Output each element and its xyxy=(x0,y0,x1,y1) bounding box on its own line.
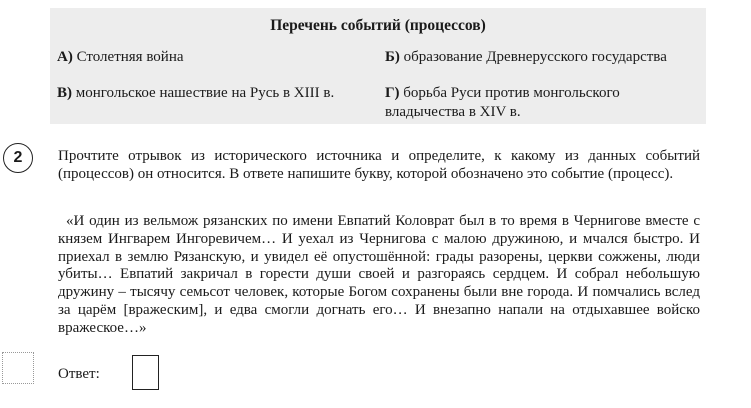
answer-input-box[interactable] xyxy=(132,355,159,390)
event-letter: Г) xyxy=(385,85,400,101)
event-letter: А) xyxy=(57,49,73,65)
events-list-box xyxy=(50,8,706,124)
event-item-v xyxy=(57,84,334,103)
events-list-title: Перечень событий (процессов) xyxy=(270,17,486,34)
event-letter: В) xyxy=(57,85,72,101)
source-quote: «И один из вельмож рязанских по имени Евпатий Коловрат был в то время в Чернигове вместе с князем Ингварем Ингоревичем… И уехал из Чернигова с малою дружиною, и мчался быстро. И приехал в землю Рязанскую, и увидел её опустошённой: грады разорены, церкви сожжены, люди убиты… Евпатий закричал в горести души своей и разгораясь сердцем. И собрал небольшую дружину – тысячу семьсот человек, которые Богом сохранены были вне города. И помчались вслед за царём [вражеским], и едва смогли догнать его… И внезапно напали на отдыхавшее войско вражеское…» xyxy=(58,213,700,336)
event-letter: Б) xyxy=(385,49,400,65)
answer-label: Ответ: xyxy=(58,366,100,382)
event-item-a xyxy=(57,48,184,67)
event-text: образование Древнерусского государства xyxy=(403,49,667,65)
score-box xyxy=(2,352,34,384)
task-number-badge: 2 xyxy=(3,143,33,173)
event-text: монгольское нашествие на Русь в XIII в. xyxy=(75,85,335,101)
event-item-b xyxy=(385,48,667,67)
event-text: Столетняя война xyxy=(76,49,184,65)
event-item-g xyxy=(385,84,685,122)
event-text: борьба Руси против монгольского владычества в XIV в. xyxy=(385,85,620,120)
task-instruction: Прочтите отрывок из исторического источника и определите, к какому из данных событий (процессов) он относится. В ответе напишите букву, которой обозначено это событие (процесс). xyxy=(58,148,700,182)
